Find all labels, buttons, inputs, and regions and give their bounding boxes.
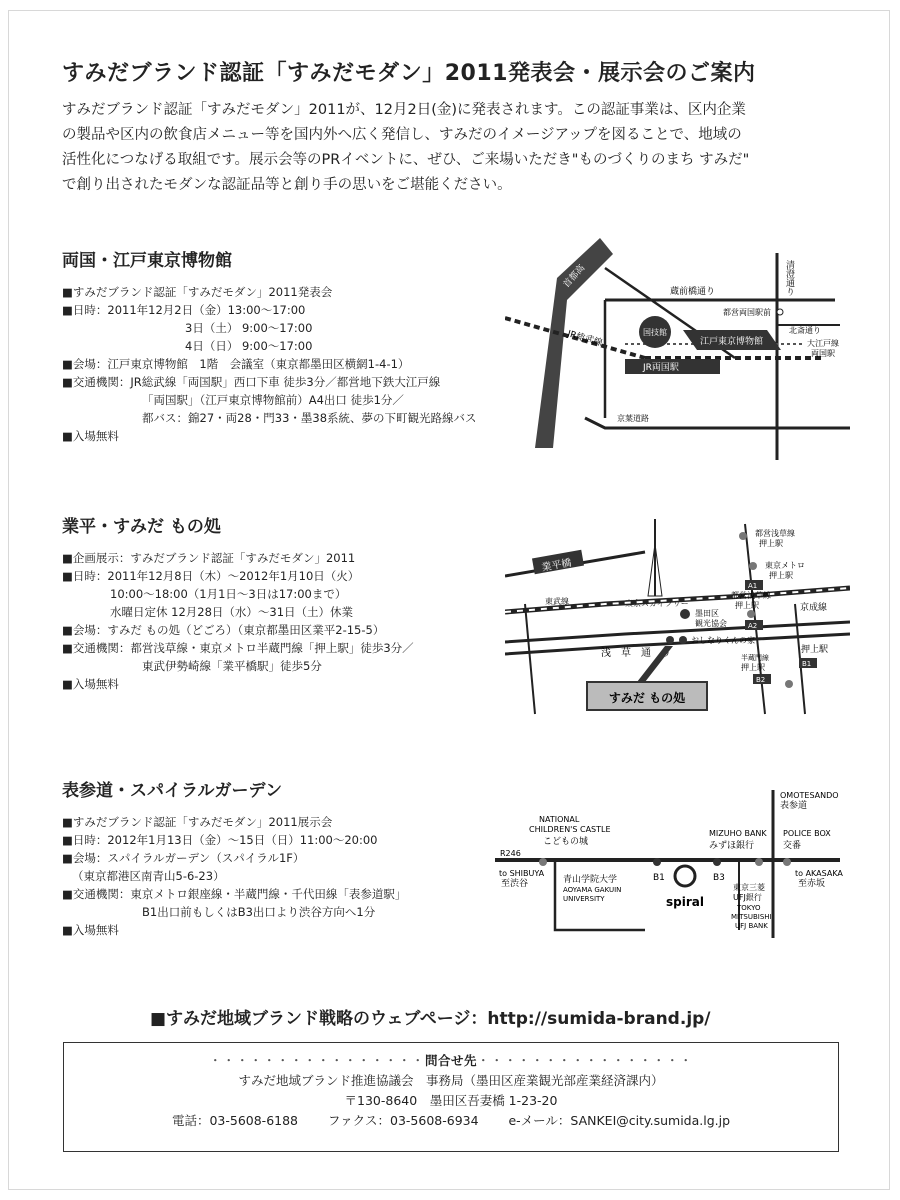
exit-label: A2 (748, 622, 758, 630)
page-title: すみだブランド認証「すみだモダン」2011発表会・展示会のご案内 (62, 61, 756, 86)
landmark-label: みずほ銀行 (709, 841, 755, 851)
station-label: 都営両国駅前 (723, 308, 771, 317)
event-venue: ■会場：江戸東京博物館 1階 会議室（東京都墨田区横網1-4-1） (62, 357, 410, 371)
map-omotesando (495, 790, 850, 938)
event-access: ■交通機関：都営浅草線・東京メトロ半蔵門線「押上駅」徒歩3分／ (62, 641, 414, 655)
station-marker (777, 309, 783, 315)
station-marker (739, 532, 747, 540)
road-label: R246 (500, 849, 521, 858)
road-vertical (745, 524, 765, 714)
map-oshiage (505, 514, 850, 719)
web-link[interactable]: ■すみだ地域ブランド戦略のウェブページ：http://sumida-brand.jp/ (150, 1009, 711, 1029)
landmark-label: UFJ BANK (735, 922, 768, 930)
station-label: 東京メトロ (765, 561, 805, 570)
section-title: 表参道・スパイラルガーデン (62, 781, 283, 801)
road-label: 京葉道路 (617, 414, 649, 423)
section-title: 業平・すみだ もの処 (62, 517, 221, 537)
station-label: 押上駅 (769, 571, 793, 580)
station-label: 押上駅 (759, 539, 783, 548)
date-label: ■日時： (62, 569, 108, 583)
tourist-label: 墨田区 (695, 609, 719, 618)
rail-label: 東武線 (545, 597, 569, 606)
event-date: 3日（土） 9:00～17:00 (185, 321, 313, 335)
exit-marker (653, 858, 661, 866)
exit-label: B2 (756, 676, 766, 684)
date-value: 2011年12月8日（木）～2012年1月10日（火） (107, 569, 360, 583)
exit-label: B3 (713, 873, 725, 883)
event-date: 水曜日定休 12月28日（水）～31日（土）休業 (110, 605, 354, 619)
road-vertical (525, 604, 535, 714)
rail-label: JR総武線 (566, 329, 604, 349)
event-name: ■すみだブランド認証「すみだモダン」2011展示会 (62, 815, 333, 829)
station-label: 都営浅草線 (755, 529, 795, 538)
date-value: 2011年12月2日（金）13:00～17:00 (107, 303, 306, 317)
landmark-marker (783, 858, 791, 866)
contact-fax: ファクス：03-5608-6934 (327, 1113, 479, 1128)
contact-address: 〒130-8640 墨田区吾妻橋 1-23-20 (344, 1093, 558, 1108)
spiral-marker (675, 866, 695, 886)
landmark-label: TOKYO (737, 904, 761, 912)
station-label: 押上駅 (735, 601, 759, 610)
landmark-label: UNIVERSITY (563, 895, 605, 903)
event-venue: （東京都港区南青山5-6-23） (72, 869, 225, 883)
rail-label: 京成線 (800, 603, 828, 613)
jr-station-label: JR両国駅 (643, 363, 679, 373)
landmark-label: 東京三菱 (733, 883, 765, 892)
event-access: 東武伊勢崎線「業平橋駅」徒歩5分 (142, 659, 322, 673)
landmark-label: 表参道 (780, 801, 808, 811)
date-label: ■日時： (62, 303, 108, 317)
skytree-label: 東京スカイツリー (625, 599, 689, 608)
landmark-label: UFJ銀行 (733, 893, 762, 902)
event-access: 都バス：錦27・両28・門33・墨38系統、夢の下町観光路線バス (142, 411, 477, 425)
monodokoro-label: すみだ もの処 (608, 691, 686, 705)
event-access: B1出口前もしくはB3出口より渋谷方向へ1分 (142, 905, 376, 919)
contact-tel: 電話：03-5608-6188 (171, 1113, 299, 1128)
admission-free: ■入場無料 (62, 429, 119, 443)
intro-line: の製品や区内の飲食店メニュー等を国内外へ広く発信し、すみだのイメージアップを図ることで、地域の (62, 127, 742, 143)
expressway-label: 首都高 (561, 263, 588, 291)
event-date (62, 301, 522, 319)
section-spiral (62, 776, 522, 939)
station-label: 都営浅草線 (731, 591, 771, 600)
tourist-label: 観光協会 (695, 619, 727, 628)
event-venue: ■会場：スパイラルガーデン（スパイラル1F） (62, 851, 305, 865)
landmark-label: OMOTESANDO (780, 791, 839, 800)
station-label: 押上駅 (801, 645, 829, 655)
spiral-label: spiral (666, 895, 704, 909)
event-date: 4日（日） 9:00～17:00 (185, 339, 313, 353)
event-access: ■交通機関：東京メトロ銀座線・半蔵門線・千代田線「表参道駅」 (62, 887, 407, 901)
landmark-label: NATIONAL (539, 815, 580, 824)
event-name: ■企画展示：すみだブランド認証「すみだモダン」2011 (62, 551, 356, 565)
station-marker (749, 562, 757, 570)
bridge-label: 業平橋 (540, 557, 573, 574)
admission-free: ■入場無料 (62, 923, 119, 937)
station-label: 大江戸線 (807, 339, 839, 348)
station-label: 押上駅 (741, 663, 765, 672)
event-venue: ■会場：すみだ もの処（どごろ）（東京都墨田区業平2-15-5） (62, 623, 385, 637)
exit-label: B1 (802, 660, 812, 668)
landmark-label: MITSUBISHI (731, 913, 772, 921)
dots-divider: ・・・・・・・・・・・・・・・・ (477, 1053, 694, 1068)
direction-label: to AKASAKA (795, 869, 843, 878)
road-label: 蔵前橋通り (670, 287, 716, 297)
oshinari-marker (666, 636, 674, 644)
event-access: ■交通機関：JR総武線「両国駅」西口下車 徒歩3分／都営地下鉄大江戸線 (62, 375, 441, 389)
contact-org: すみだ地域ブランド推進協議会 事務局（墨田区産業観光部産業経済課内） (238, 1073, 664, 1088)
landmark-label: 青山学院大学 (563, 875, 618, 885)
event-name: ■すみだブランド認証「すみだモダン」2011発表会 (62, 285, 333, 299)
section-ryogoku (62, 246, 522, 445)
section-monodokoro (62, 512, 522, 693)
intro-line: すみだブランド認証「すみだモダン」2011が、12月2日(金)に発表されます。この認証事業は、区内企業 (62, 102, 746, 118)
landmark-marker (539, 858, 547, 866)
road-label: 浅 草 通 り (601, 648, 671, 659)
exit-label: B1 (653, 873, 665, 883)
contact-numbers (64, 1111, 838, 1131)
station-marker (785, 680, 793, 688)
intro-line: で創り出されたモダンな認証品等と創り手の思いをご堪能ください。 (62, 177, 512, 193)
direction-label: 至渋谷 (501, 879, 529, 889)
section-title: 両国・江戸東京博物館 (62, 251, 232, 271)
road-label: 北斎通り (789, 326, 821, 335)
landmark-label: AOYAMA GAKUIN (563, 886, 622, 894)
kokugikan-label: 国技館 (643, 328, 667, 337)
contact-email[interactable]: e-メール：SANKEI@city.sumida.lg.jp (508, 1113, 731, 1128)
map-ryogoku (505, 238, 850, 460)
station-marker (747, 610, 755, 618)
landmark-label: こどもの城 (543, 837, 589, 847)
intro-paragraph (62, 98, 862, 198)
contact-title: 問合せ先 (424, 1053, 477, 1068)
event-date: 10:00～18:00（1月1日～3日は17:00まで） (110, 587, 347, 601)
event-access: 「両国駅」（江戸東京博物館前）A4出口 徒歩1分／ (142, 393, 404, 407)
museum-label: 江戸東京博物館 (700, 337, 764, 347)
contact-box (63, 1042, 839, 1152)
landmark-label: CHILDREN'S CASTLE (529, 825, 611, 834)
road-label: 清澄通り (784, 260, 794, 296)
station-label: 半蔵門線 (741, 654, 769, 662)
landmark-label: POLICE BOX (783, 829, 831, 838)
landmark-label: 交番 (783, 841, 802, 851)
oshinari-label: おしなりくんの家 (691, 636, 755, 645)
direction-label: 至赤坂 (798, 879, 826, 889)
intro-line: 活性化につなげる取組です。展示会等のPRイベントに、ぜひ、ご来場いただき"ものづくりのまち すみだ" (62, 152, 750, 168)
station-label: 両国駅 (811, 349, 835, 358)
tourist-marker (680, 609, 690, 619)
landmark-label: MIZUHO BANK (709, 829, 767, 838)
event-date (62, 567, 522, 585)
exit-label: A1 (748, 582, 758, 590)
admission-free: ■入場無料 (62, 677, 119, 691)
exit-marker (713, 858, 721, 866)
contact-header (64, 1051, 838, 1071)
oshinari-marker (679, 636, 687, 644)
direction-label: to SHIBUYA (499, 869, 545, 878)
dots-divider: ・・・・・・・・・・・・・・・・ (208, 1053, 425, 1068)
landmark-marker (755, 858, 763, 866)
event-date: ■日時：2012年1月13日（金）～15日（日）11:00～20:00 (62, 833, 378, 847)
